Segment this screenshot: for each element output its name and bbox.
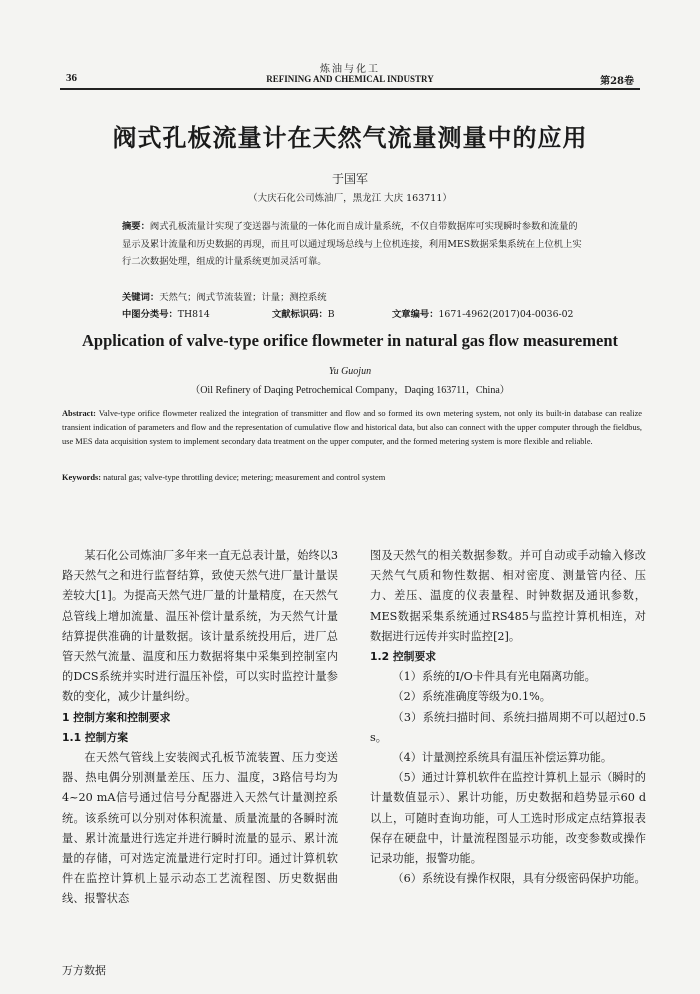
section-1-1-heading: 1.1 控制方案 xyxy=(62,730,129,744)
doc-code-value: B xyxy=(327,309,335,320)
classification-row xyxy=(122,306,582,324)
volume-label: 第28卷 xyxy=(600,76,634,87)
section-1-2-heading: 1.2 控制要求 xyxy=(370,650,437,664)
body-column-left xyxy=(62,546,338,910)
requirement-2: （2）系统准确度等级为0.1%。 xyxy=(392,690,551,704)
article-number xyxy=(392,306,573,324)
affiliation-en: （Oil Refinery of Daqing Petrochemical Company，Daqing 163711，China） xyxy=(190,385,510,396)
doc-code xyxy=(272,306,392,324)
article-number-label: 文章编号： xyxy=(392,309,439,320)
abstract-en-label: Abstract: xyxy=(62,409,96,418)
clc-value: TH814 xyxy=(177,309,210,320)
keywords-en-text: natural gas; valve-type throttling device; metering; measurement and control system xyxy=(103,473,386,482)
requirement-1: （1）系统的I/O卡件具有光电隔离功能。 xyxy=(392,670,596,684)
keywords-en xyxy=(62,471,642,485)
article-title-en: Application of valve-type orifice flowmeter in natural gas flow measurement xyxy=(81,331,618,350)
abstract-cn xyxy=(122,218,582,271)
keywords-cn-text: 天然气；阀式节流装置；计量；测控系统 xyxy=(159,292,327,303)
clc-number xyxy=(122,306,272,324)
requirement-3: （3）系统扫描时间、系统扫描周期不可以超过0.5 s。 xyxy=(370,710,646,744)
header-rule xyxy=(60,88,640,90)
journal-name-en: REFINING AND CHEMICAL INDUSTRY xyxy=(266,74,434,84)
keywords-en-label: Keywords: xyxy=(62,473,102,482)
section-1-1-paragraph-continued: 图及天然气的相关数据参数。并可自动或手动输入修改天然气气质和物性数据、相对密度、测量管内径、压力、差压、温度的仪表量程、时钟数据及通讯参数，MES数据采集系统通过RS485与监控计算机相连，对数据进行远传并实时监控[2]。 xyxy=(370,549,646,643)
affiliation-cn: （大庆石化公司炼油厂，黑龙江 大庆 163711） xyxy=(248,193,452,204)
abstract-cn-text: 阀式孔板流量计实现了变送器与流量的一体化而自成计量系统，不仅自带数据库可实现瞬时参数和流量的显示及累计流量和历史数据的再现，而且可以通过现场总线与上位机连接，利用MES数据采集系统在上位机上实行二次数据处理，组成的计量系统更加灵活可靠。 xyxy=(122,221,582,267)
requirement-4: （4）计量测控系统具有温压补偿运算功能。 xyxy=(392,751,613,765)
abstract-en-text: Valve-type orifice flowmeter realized the integration of transmitter and flow and so formed its own metering system, not only its built-in database can realize transient indication of parameters and flow and the representation of cumulative flow and historical data, but also can connect with the upper computer through the fieldbus, use MES data acquisition system to implement secondary data treatment on the upper computer, and the formed metering system is more flexible and reliable. xyxy=(62,409,643,446)
doc-code-label: 文献标识码： xyxy=(272,309,328,320)
requirement-5: （5）通过计算机软件在监控计算机上显示（瞬时的计量数值显示）、累计功能，历史数据和趋势显示60 d以上，可随时查询功能，可人工选时形成定点结算报表保存在硬盘中，计量流程图显示功能，改变参数或操作记录功能，报警功能。 xyxy=(370,771,646,866)
article-title-cn: 阀式孔板流量计在天然气流量测量中的应用 xyxy=(112,124,588,152)
abstract-en xyxy=(62,407,642,449)
page-number: 36 xyxy=(66,72,77,84)
intro-paragraph: 某石化公司炼油厂多年来一直无总表计量，始终以3路天然气之和进行监督结算，致使天然气进厂量计量误差较大[1]。为提高天然气进厂量的计量精度，在天然气总管线上增加流量、温压补偿计量系统，为天然气计量结算提供准确的计量数据。该计量系统投用后，进厂总管天然气流量、温度和压力数据将集中采集到控制室内的DCS系统并实时进行温压补偿，可以实时监控计量参数的变化，减少计量纠纷。 xyxy=(62,549,338,704)
author-en: Yu Guojun xyxy=(328,366,372,377)
section-1-heading: 1 控制方案和控制要求 xyxy=(62,710,171,724)
abstract-cn-label: 摘要： xyxy=(122,221,150,232)
clc-label: 中图分类号： xyxy=(122,309,178,320)
keywords-cn xyxy=(122,289,582,307)
body-column-right xyxy=(370,546,646,889)
keywords-cn-label: 关键词： xyxy=(122,292,160,303)
requirement-6: （6）系统设有操作权限，具有分级密码保护功能。 xyxy=(392,872,646,886)
footer-watermark: 万方数据 xyxy=(62,964,106,977)
journal-name-cn: 炼油与化工 xyxy=(320,64,380,75)
article-number-value: 1671-4962(2017)04-0036-02 xyxy=(438,309,574,320)
section-1-1-paragraph: 在天然气管线上安装阀式孔板节流装置、压力变送器、热电偶分别测量差压、压力、温度，3路信号均为4~20 mA信号通过信号分配器进入天然气计量测控系统。该系统可以分别对体积流量、质量流量的各瞬时流量、累计流量进行选定并进行瞬时流量的显示、累计流量的存储，可对选定流量进行定时打印。通过计算机软件在监控计算机上显示动态工艺流程图、历史数据曲线、报警状态 xyxy=(62,751,338,906)
author-cn: 于国军 xyxy=(331,172,368,186)
